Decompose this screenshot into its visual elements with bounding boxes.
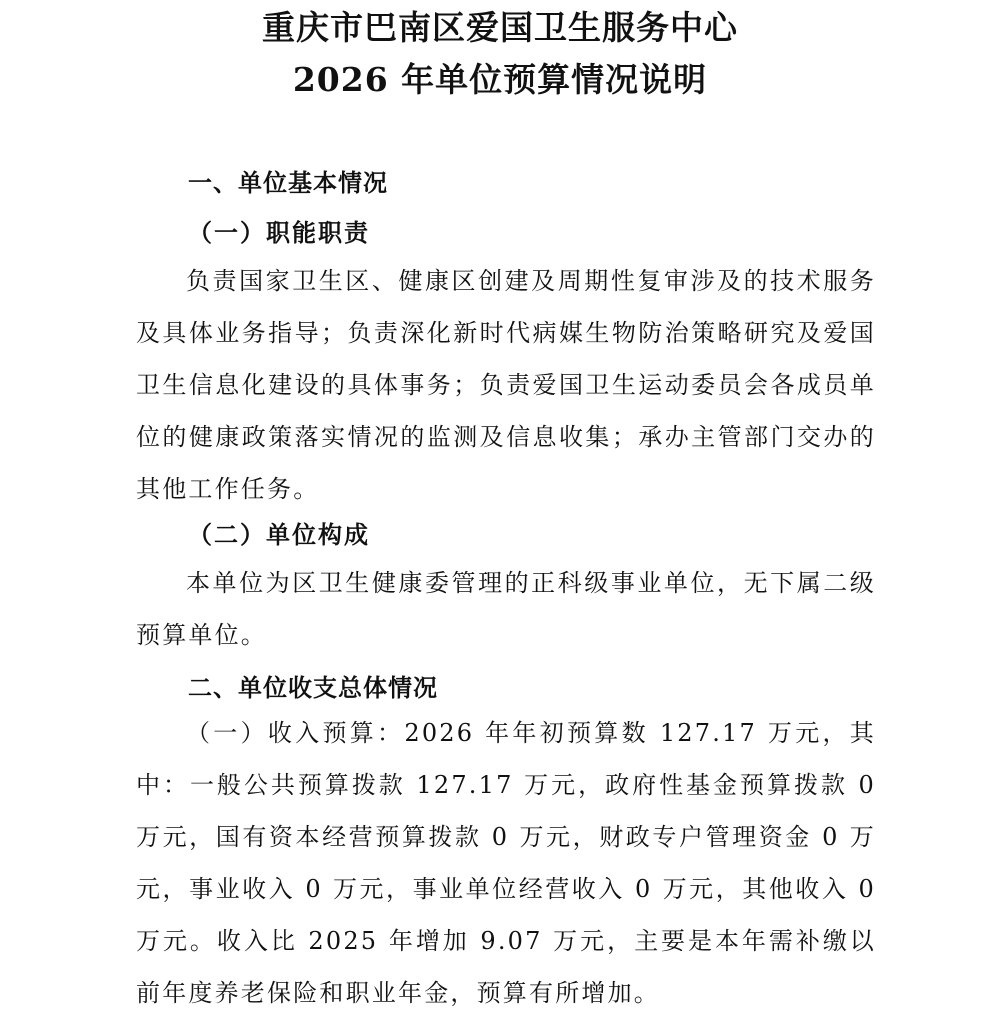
section1-sub2-heading: （二）单位构成	[188, 520, 370, 549]
section1-sub2-paragraph: 本单位为区卫生健康委管理的正科级事业单位，无下属二级预算单位。	[136, 569, 876, 649]
document-title-line2: 2026 年单位预算情况说明	[292, 60, 708, 99]
section2-sub1-text: 2026 年年初预算数 127.17 万元，其中：一般公共预算拨款 127.17 万元，政府性基金预算拨款 0 万元，国有资本经营预算拨款 0 万元，财政专户管理资金 0 万元，事业收入 0 万元，事业单位经营收入 0 万元，其他收入 0 万元。收入比 2025 年增加 9.07 万元，主要是本年需补缴以前年度养老保险和职业年金，预算有所增加。	[136, 719, 876, 1007]
section2-sub1-heading: （一）收入预算：	[186, 719, 405, 747]
section2-heading: 二、单位收支总体情况	[188, 674, 438, 702]
section1-sub1-heading: （一）职能职责	[188, 218, 370, 247]
section1-heading: 一、单位基本情况	[188, 169, 388, 197]
section1-sub1-paragraph: 负责国家卫生区、健康区创建及周期性复审涉及的技术服务及具体业务指导；负责深化新时代病媒生物防治策略研究及爱国卫生信息化建设的具体事务；负责爱国卫生运动委员会各成员单位的健康政策落实情况的监测及信息收集；承办主管部门交办的其他工作任务。	[136, 267, 876, 503]
section2-sub1-paragraph	[136, 707, 876, 1019]
document-title-line1: 重庆市巴南区爱国卫生服务中心	[262, 8, 738, 47]
